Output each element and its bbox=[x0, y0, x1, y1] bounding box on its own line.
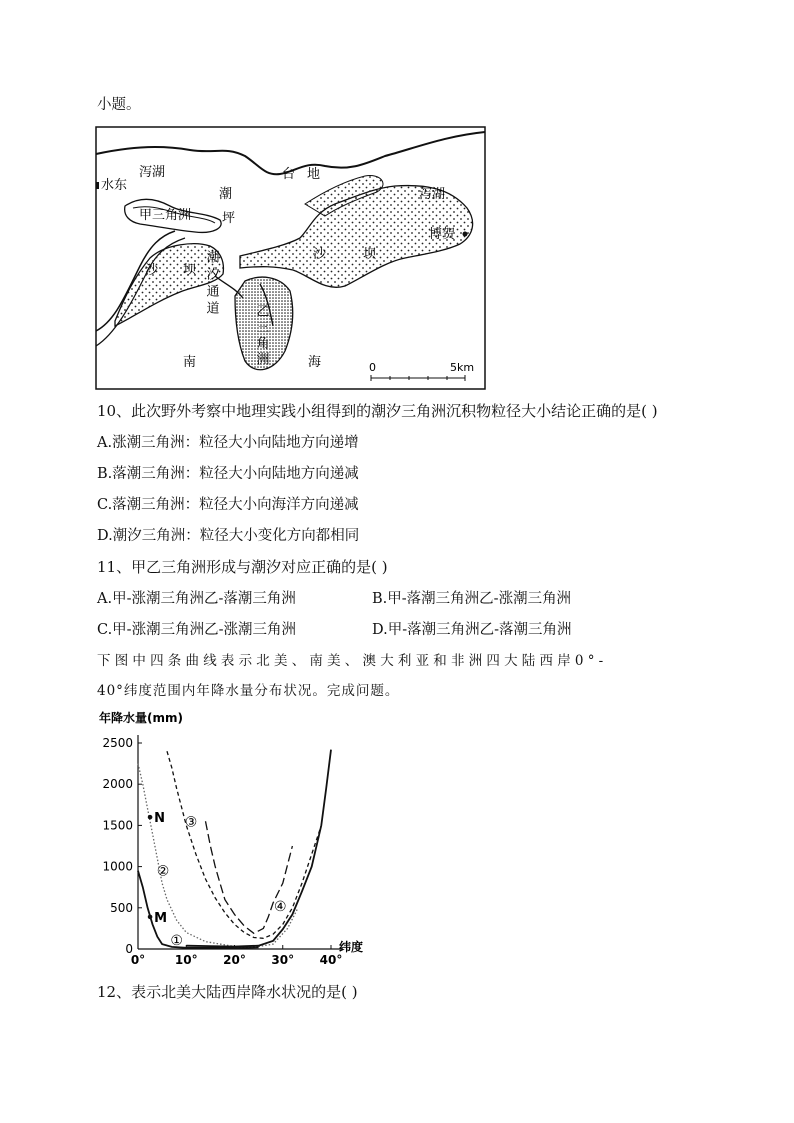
marker-dot-n bbox=[148, 815, 153, 820]
label-xiehu-left: 泻湖 bbox=[139, 165, 166, 180]
y-tick-label: 2500 bbox=[102, 736, 133, 750]
q11-option-d[interactable]: D.甲-落潮三角洲乙-落潮三角洲 bbox=[372, 622, 572, 638]
tidal-delta-map bbox=[95, 126, 487, 391]
label-shaba-left-2: 坝 bbox=[183, 263, 197, 278]
q10-option-d[interactable]: D.潮汐三角洲：粒径大小变化方向都相同 bbox=[97, 528, 360, 544]
y-tick-label: 0 bbox=[125, 942, 133, 956]
precipitation-chart bbox=[95, 708, 365, 973]
y-tick-label: 500 bbox=[110, 900, 133, 915]
curve-label-3: ③ bbox=[184, 814, 198, 831]
marker-label-n: N bbox=[154, 811, 165, 827]
series-line-5 bbox=[186, 750, 331, 947]
y-tick-label: 1500 bbox=[102, 818, 133, 833]
label-shaba-right-1: 沙 bbox=[313, 247, 327, 262]
label-shuidong: 水东 bbox=[101, 178, 128, 193]
x-tick-label: 40° bbox=[319, 953, 343, 967]
label-bohe: 博贺 bbox=[429, 227, 456, 242]
y-tick-label: 1000 bbox=[102, 859, 133, 874]
x-tick-label: 20° bbox=[223, 953, 246, 967]
bohe-marker bbox=[463, 232, 468, 237]
label-nan: 南 bbox=[183, 355, 197, 370]
series-line-3 bbox=[167, 751, 321, 938]
label-ping: 坪 bbox=[222, 211, 236, 226]
label-xiehu-right: 泻湖 bbox=[419, 187, 446, 202]
x-axis-label: 纬度 bbox=[339, 940, 364, 954]
label-tidal-channel: 潮汐通道 bbox=[203, 250, 219, 318]
label-taidi: 台地 bbox=[282, 167, 333, 182]
curve-label-2: ② bbox=[156, 863, 170, 880]
label-chao: 潮 bbox=[219, 187, 233, 202]
q11-option-c[interactable]: C.甲-涨潮三角洲乙-涨潮三角洲 bbox=[97, 622, 296, 638]
marker-dot-m bbox=[148, 915, 153, 920]
header-tail: 小题。 bbox=[97, 97, 141, 113]
q11-option-a[interactable]: A.甲-涨潮三角洲乙-落潮三角洲 bbox=[97, 591, 296, 607]
x-tick-label: 10° bbox=[174, 953, 198, 967]
label-jia-delta: 甲三角洲 bbox=[139, 208, 192, 223]
label-hai: 海 bbox=[308, 355, 322, 370]
x-tick-label: 0° bbox=[130, 953, 146, 967]
y-tick-label: 2000 bbox=[102, 777, 133, 792]
q10-option-b[interactable]: B.落潮三角洲：粒径大小向陆地方向递减 bbox=[97, 466, 359, 482]
scale-max: 5km bbox=[450, 361, 475, 374]
series-line-1 bbox=[138, 871, 259, 948]
label-shaba-right-2: 坝 bbox=[363, 247, 377, 262]
q11-option-b[interactable]: B.甲-落潮三角洲乙-涨潮三角洲 bbox=[372, 591, 572, 607]
series-line-4 bbox=[206, 821, 293, 933]
label-yi-delta: 乙三角洲 bbox=[253, 304, 269, 368]
curve-label-1: ① bbox=[170, 932, 183, 949]
scale-zero: 0 bbox=[369, 361, 376, 374]
shuidong-marker bbox=[96, 182, 99, 189]
label-shaba-left-1: 沙 bbox=[145, 263, 159, 278]
x-tick-label: 30° bbox=[271, 953, 295, 967]
q10-option-a[interactable]: A.涨潮三角洲：粒径大小向陆地方向递增 bbox=[97, 435, 359, 451]
q12-stem: 12、表示北美大陆西岸降水状况的是( ) bbox=[97, 983, 358, 1001]
q10-stem: 10、此次野外考察中地理实践小组得到的潮汐三角洲沉积物粒径大小结论正确的是( ) bbox=[97, 402, 658, 420]
intro-line-1: 下图中四条曲线表示北美、南美、澳大利亚和非洲四大陆西岸0°- bbox=[97, 653, 608, 669]
y-axis-label: 年降水量(mm) bbox=[99, 711, 183, 725]
q11-stem: 11、甲乙三角洲形成与潮汐对应正确的是( ) bbox=[97, 558, 388, 576]
q10-option-c[interactable]: C.落潮三角洲：粒径大小向海洋方向递减 bbox=[97, 497, 359, 513]
marker-label-m: M bbox=[154, 910, 167, 926]
curve-label-4: ④ bbox=[274, 899, 287, 916]
intro-line-2: 40°纬度范围内年降水量分布状况。完成问题。 bbox=[97, 683, 400, 699]
